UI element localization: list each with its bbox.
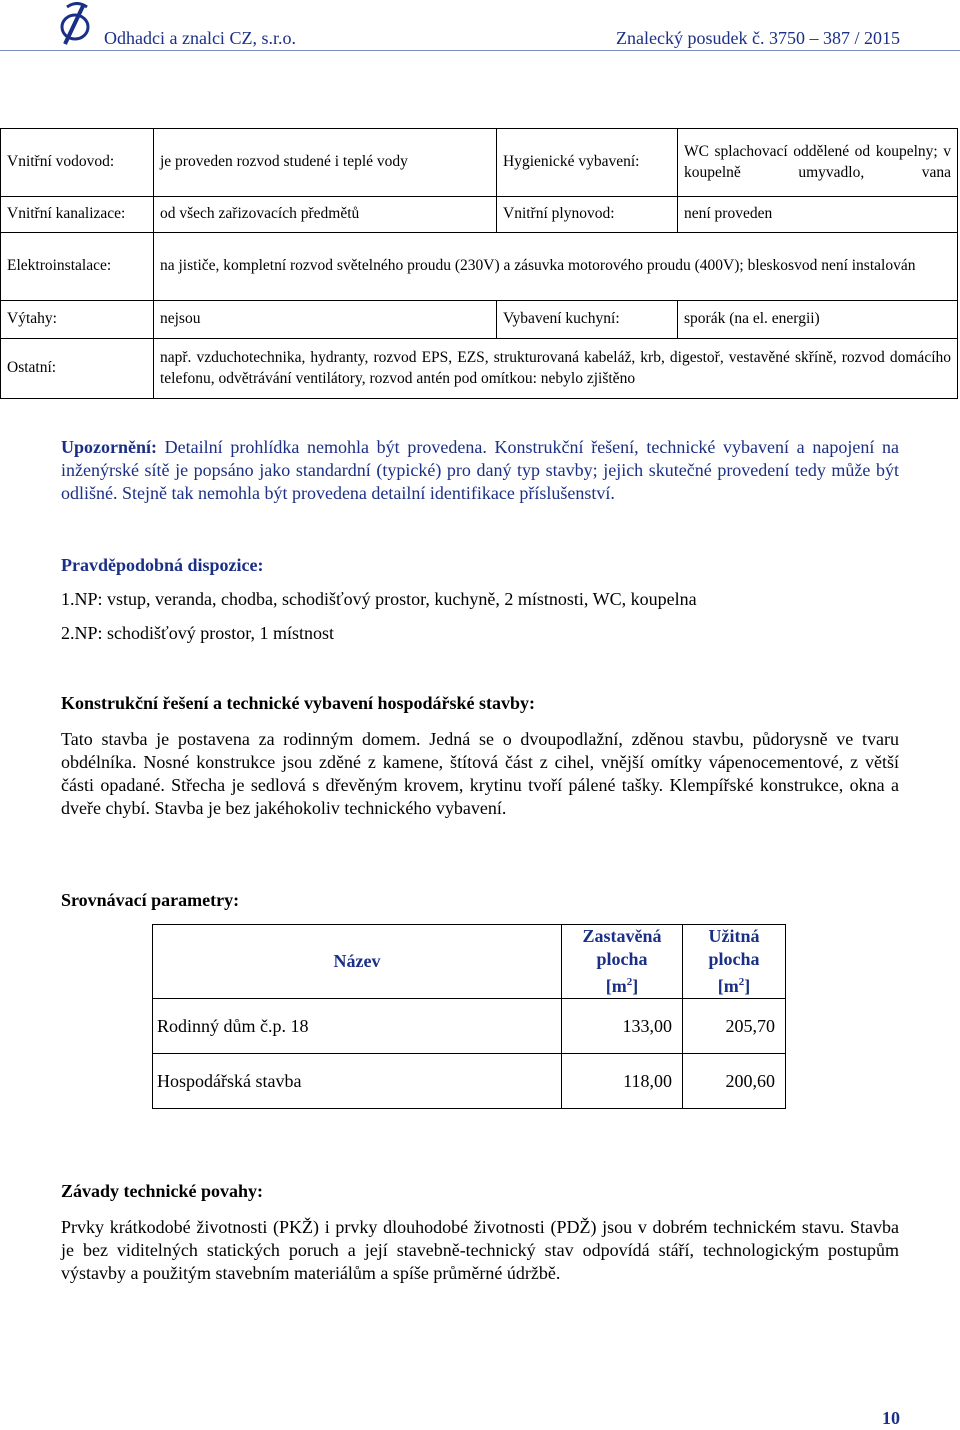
floor-2-description: 2.NP: schodišťový prostor, 1 místnost [61, 623, 334, 643]
col-name-header: Název [153, 925, 562, 999]
row-name: Rodinný dům č.p. 18 [153, 999, 562, 1054]
gas-label: Vnitřní plynovod: [497, 197, 678, 233]
defects-text: Prvky krátkodobé životnosti (PKŽ) i prvky dlouhodobé životnosti (PDŽ) jsou v dobrém technickém stavu. Stavba je bez viditelných statických poruch a její stavebně-technický stav odpovídá stáří, technologickým postupům výstavby a použitým stavebním materiálům a spíše průměrné údržbě. [61, 1217, 899, 1283]
water-label: Vnitřní vodovod: [1, 129, 154, 197]
floor-1-description: 1.NP: vstup, veranda, chodba, schodišťový prostor, kuchyně, 2 místnosti, WC, koupelna [61, 589, 697, 609]
table-row [153, 999, 786, 1054]
lift-value: nejsou [154, 301, 497, 339]
layout-heading: Pravděpodobná dispozice: [61, 555, 264, 575]
page-header [0, 0, 960, 50]
sewer-label: Vnitřní kanalizace: [1, 197, 154, 233]
gas-value: není proveden [678, 197, 958, 233]
layout-section [61, 554, 899, 645]
comparison-heading: Srovnávací parametry: [61, 890, 240, 910]
row-built-area: 118,00 [562, 1054, 683, 1109]
warning-text: Detailní prohlídka nemohla být provedena. Konstrukční řešení, technické vybavení a napojení na inženýrské sítě je popsáno jako standardní (typické) pro daný typ stavby; jejich skutečné provedení tedy může být odlišné. Stejně tak nemohla být provedena detailní identifikace příslušenství. [61, 437, 899, 503]
comparison-table [152, 924, 786, 1109]
row-useful-area: 200,60 [683, 1054, 786, 1109]
other-value: např. vzduchotechnika, hydranty, rozvod EPS, EZS, strukturovaná kabeláž, krb, digestoř, vestavěné skříně, rozvod domácího telefonu, odvětrávání ventilátory, rozvod antén pod omítkou: nebylo zjištěno [154, 339, 958, 399]
header-divider [0, 50, 960, 51]
other-label: Ostatní: [1, 339, 154, 399]
company-name: Odhadci a znalci CZ, s.r.o. [104, 28, 296, 48]
farm-building-section [61, 692, 899, 820]
farm-building-text: Tato stavba je postavena za rodinným domem. Jedná se o dvoupodlažní, zděnou stavbu, půdorysně ve tvaru obdélníka. Nosné konstrukce jsou zděné z kamene, štítová část z cihel, vnější omítky vápenocementové, z větší části opadané. Střecha je sedlová s dřevěným krovem, krytinu tvoří pálené tašky. Klempířské konstrukce, okna a dveře chybí. Stavba je bez jakéhokoliv technického vybavení. [61, 729, 899, 818]
sewer-value: od všech zařizovacích předmětů [154, 197, 497, 233]
equipment-table [0, 128, 958, 399]
col-useful-header: Užitná plocha $[m^2]$ [683, 925, 786, 999]
kitchen-label: Vybavení kuchyní: [497, 301, 678, 339]
hygiene-label: Hygienické vybavení: [497, 129, 678, 197]
farm-building-heading: Konstrukční řešení a technické vybavení hospodářské stavby: [61, 693, 536, 713]
row-built-area: 133,00 [562, 999, 683, 1054]
electric-value: na jističe, kompletní rozvod světelného proudu (230V) a zásuvka motorového proudu (400V); bleskosvod není instalován [154, 233, 958, 301]
page-number: 10 [882, 1408, 900, 1428]
electric-label: Elektroinstalace: [1, 233, 154, 301]
row-name: Hospodářská stavba [153, 1054, 562, 1109]
warning-label: Upozornění: [61, 437, 157, 457]
kitchen-value: sporák (na el. energii) [678, 301, 958, 339]
defects-heading: Závady technické povahy: [61, 1181, 264, 1201]
col-built-header: Zastavěná plocha $[m^2]$ [562, 925, 683, 999]
warning-paragraph [61, 436, 899, 505]
table-row [153, 1054, 786, 1109]
document-reference: Znalecký posudek č. 3750 – 387 / 2015 [616, 28, 900, 48]
row-useful-area: 205,70 [683, 999, 786, 1054]
hygiene-value: WC splachovací oddělené od koupelny; v koupelně umyvadlo, vana [678, 129, 958, 197]
defects-section [61, 1180, 899, 1285]
company-logo-icon [55, 2, 95, 46]
water-value: je proveden rozvod studené i teplé vody [154, 129, 497, 197]
lift-label: Výtahy: [1, 301, 154, 339]
